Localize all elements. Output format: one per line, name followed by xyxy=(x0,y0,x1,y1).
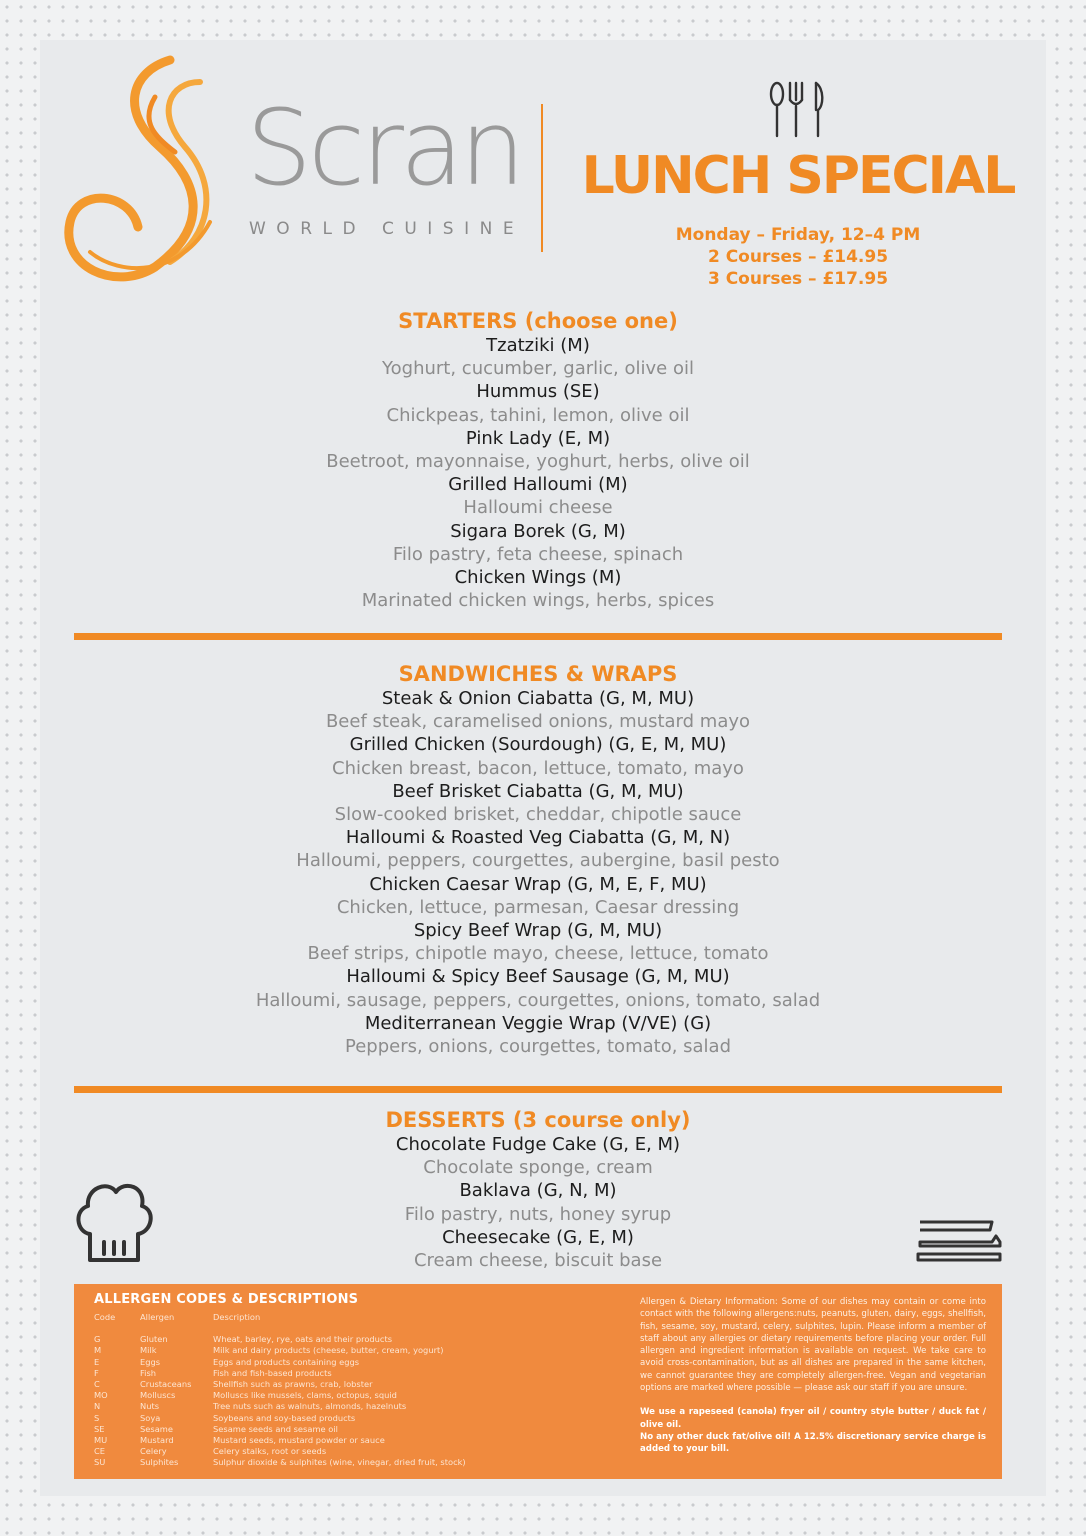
menu-item-name: Pink Lady (E, M) xyxy=(465,427,611,449)
header-divider xyxy=(541,104,543,252)
allergen-description: Shellfish such as prawns, crab, lobster xyxy=(213,1378,373,1389)
menu-item-desc: Marinated chicken wings, herbs, spices xyxy=(361,590,715,612)
allergen-row xyxy=(94,1457,513,1468)
allergen-name: Soya xyxy=(140,1412,161,1423)
menu-item-desc: Chickpeas, tahini, lemon, olive oil xyxy=(386,404,690,426)
allergen-row xyxy=(94,1435,513,1446)
description-header: Description xyxy=(213,1312,261,1322)
allergen-code: M xyxy=(94,1345,102,1356)
menu-item-name: Spicy Beef Wrap (G, M, MU) xyxy=(413,920,663,942)
allergen-name: Eggs xyxy=(140,1356,161,1367)
special-hours: Monday – Friday, 12–4 PM xyxy=(675,225,921,245)
allergen-description: Tree nuts such as walnuts, almonds, hazelnuts xyxy=(213,1401,407,1412)
three-course-price: 3 Courses – £17.95 xyxy=(707,269,889,289)
menu-item-desc: Chicken, lettuce, parmesan, Caesar dressing xyxy=(336,896,740,918)
menu-item-desc: Slow-cooked brisket, cheddar, chipotle sauce xyxy=(334,804,742,826)
brand-name: Scran xyxy=(246,87,522,209)
menu-item-name: Sigara Borek (G, M) xyxy=(450,520,626,542)
oil-note xyxy=(640,1406,986,1455)
allergen-name: Celery xyxy=(140,1446,167,1457)
menu-item-name: Tzatziki (M) xyxy=(486,335,590,356)
allergen-description: Eggs and products containing eggs xyxy=(213,1356,360,1367)
allergen-description: Sulphur dioxide & sulphites (wine, vinegar, dried fruit, stock) xyxy=(213,1457,466,1468)
allergen-description: Soybeans and soy-based products xyxy=(213,1412,356,1423)
menu-item-desc: Yoghurt, cucumber, garlic, olive oil xyxy=(382,358,694,380)
menu-item-name: Hummus (SE) xyxy=(476,381,600,403)
section-divider xyxy=(74,1086,1002,1093)
menu-item-desc: Beetroot, mayonnaise, yoghurt, herbs, olive oil xyxy=(326,451,750,473)
allergen-row xyxy=(94,1424,513,1435)
code-header: Code xyxy=(94,1312,116,1322)
allergen-row xyxy=(94,1357,513,1368)
allergen-name: Sesame xyxy=(140,1423,173,1434)
two-course-price: 2 Courses – £14.95 xyxy=(707,247,889,267)
allergen-row xyxy=(94,1368,513,1379)
cutlery-icon xyxy=(766,80,830,138)
allergen-code: SU xyxy=(94,1457,106,1468)
allergen-name: Gluten xyxy=(140,1334,168,1345)
menu-item-desc: Chicken breast, bacon, lettuce, tomato, mayo xyxy=(332,757,744,779)
section-title: SANDWICHES & WRAPS xyxy=(398,662,678,686)
allergen-name: Molluscs xyxy=(140,1390,176,1401)
allergen-description: Celery stalks, root or seeds xyxy=(213,1446,327,1457)
menu-item-name: Beef Brisket Ciabatta (G, M, MU) xyxy=(392,780,684,802)
allergen-description: Mustard seeds, mustard powder or sauce xyxy=(213,1434,385,1445)
allergen-code: N xyxy=(94,1401,101,1412)
menu-item-desc: Peppers, onions, courgettes, tomato, salad xyxy=(344,1036,732,1058)
menu-item-name: Chocolate Fudge Cake (G, E, M) xyxy=(395,1134,681,1155)
allergen-name: Milk xyxy=(140,1345,157,1356)
allergen-row xyxy=(94,1390,513,1401)
section-title: DESSERTS (3 course only) xyxy=(385,1108,691,1132)
dietary-info xyxy=(640,1296,986,1456)
menu-item-desc: Halloumi, sausage, peppers, courgettes, onions, tomato, salad xyxy=(255,989,821,1011)
menu-item-name: Cheesecake (G, E, M) xyxy=(442,1226,634,1248)
service-note-text: No any other duck fat/olive oil! A 12.5% discretionary service charge is added to your bill. xyxy=(640,1431,986,1455)
menu-item-name: Grilled Halloumi (M) xyxy=(448,474,628,496)
allergen-name: Mustard xyxy=(140,1434,174,1445)
allergen-info-text: Allergen & Dietary Information: Some of our dishes may contain or come into contact with the following allergens:nuts, peanuts, gluten, dairy, eggs, shellfish, fish, sesame, soy, mustard, celery, sulphites, lupin. Please inform a member of staff about any allergies or dietary requirements before placing your order. Full allergen and ingredient information is available on request. We take care to avoid cross-contamination, but as all dishes are prepared in the same kitchen, we cannot guarantee they are completely allergen-free. Vegan and vegetarian options are marked where possible — please ask our staff if you are unsure. xyxy=(640,1297,986,1394)
allergen-header: Allergen xyxy=(140,1312,175,1322)
starters-section xyxy=(74,308,1002,612)
allergen-title: ALLERGEN CODES & DESCRIPTIONS xyxy=(94,1292,359,1307)
allergen-code: CE xyxy=(94,1446,106,1457)
allergen-code: C xyxy=(94,1378,100,1389)
allergen-name: Fish xyxy=(140,1367,157,1378)
allergen-code: G xyxy=(94,1334,101,1345)
allergen-row xyxy=(94,1334,513,1345)
allergen-code: MO xyxy=(94,1390,108,1401)
menu-item-name: Chicken Caesar Wrap (G, M, E, F, MU) xyxy=(369,873,707,895)
menu-item-desc: Halloumi cheese xyxy=(463,497,613,519)
allergen-header-row xyxy=(94,1312,513,1323)
menu-item-desc: Filo pastry, nuts, honey syrup xyxy=(404,1203,672,1225)
sandwiches-section xyxy=(74,661,1002,1058)
desserts-section xyxy=(74,1107,1002,1272)
allergen-table xyxy=(94,1312,513,1468)
allergen-name: Crustaceans xyxy=(140,1378,192,1389)
serving-dish-icon xyxy=(914,1218,1006,1272)
allergen-code: E xyxy=(94,1356,100,1367)
menu-item-desc: Filo pastry, feta cheese, spinach xyxy=(392,543,684,565)
chef-hat-icon xyxy=(72,1176,156,1266)
allergen-name: Nuts xyxy=(140,1401,160,1412)
menu-item-desc: Beef strips, chipotle mayo, cheese, lettuce, tomato xyxy=(307,943,769,965)
allergen-code: F xyxy=(94,1367,99,1378)
menu-item-name: Baklava (G, N, M) xyxy=(459,1180,617,1202)
brand-tagline: WORLD CUISINE xyxy=(249,219,525,239)
lunch-special-title: LUNCH SPECIAL xyxy=(581,146,1015,206)
allergen-name: Sulphites xyxy=(140,1457,179,1468)
allergen-row xyxy=(94,1413,513,1424)
allergen-description: Sesame seeds and sesame oil xyxy=(213,1423,338,1434)
oil-note-text: We use a rapeseed (canola) fryer oil / country style butter / duck fat / olive oil. xyxy=(640,1407,986,1430)
scran-logo-swirl-icon xyxy=(60,52,230,282)
menu-item-name: Halloumi & Roasted Veg Ciabatta (G, M, N) xyxy=(345,827,731,849)
allergen-description: Wheat, barley, rye, oats and their products xyxy=(213,1334,393,1345)
allergen-code: S xyxy=(94,1412,100,1423)
allergen-row xyxy=(94,1379,513,1390)
allergen-description: Molluscs like mussels, clams, octopus, squid xyxy=(213,1390,397,1401)
menu-item-name: Steak & Onion Ciabatta (G, M, MU) xyxy=(381,688,695,709)
section-title: STARTERS (choose one) xyxy=(398,309,678,333)
special-pricing xyxy=(648,224,948,290)
menu-item-name: Mediterranean Veggie Wrap (V/VE) (G) xyxy=(364,1012,712,1034)
allergen-row xyxy=(94,1401,513,1412)
section-divider xyxy=(74,633,1002,640)
allergen-code: SE xyxy=(94,1423,105,1434)
menu-item-name: Chicken Wings (M) xyxy=(454,567,622,589)
menu-item-desc: Cream cheese, biscuit base xyxy=(413,1250,663,1272)
menu-item-desc: Chocolate sponge, cream xyxy=(423,1157,653,1179)
menu-item-name: Halloumi & Spicy Beef Sausage (G, M, MU) xyxy=(346,966,730,988)
menu-item-desc: Halloumi, peppers, courgettes, aubergine, basil pesto xyxy=(296,850,780,872)
allergen-description: Milk and dairy products (cheese, butter, cream, yogurt) xyxy=(213,1345,444,1356)
menu-item-name: Grilled Chicken (Sourdough) (G, E, M, MU) xyxy=(349,734,727,756)
allergen-description: Fish and fish-based products xyxy=(213,1367,332,1378)
allergen-row xyxy=(94,1345,513,1356)
allergen-row xyxy=(94,1446,513,1457)
allergen-panel xyxy=(74,1284,1002,1479)
menu-item-desc: Beef steak, caramelised onions, mustard mayo xyxy=(325,711,751,733)
allergen-code: MU xyxy=(94,1434,108,1445)
